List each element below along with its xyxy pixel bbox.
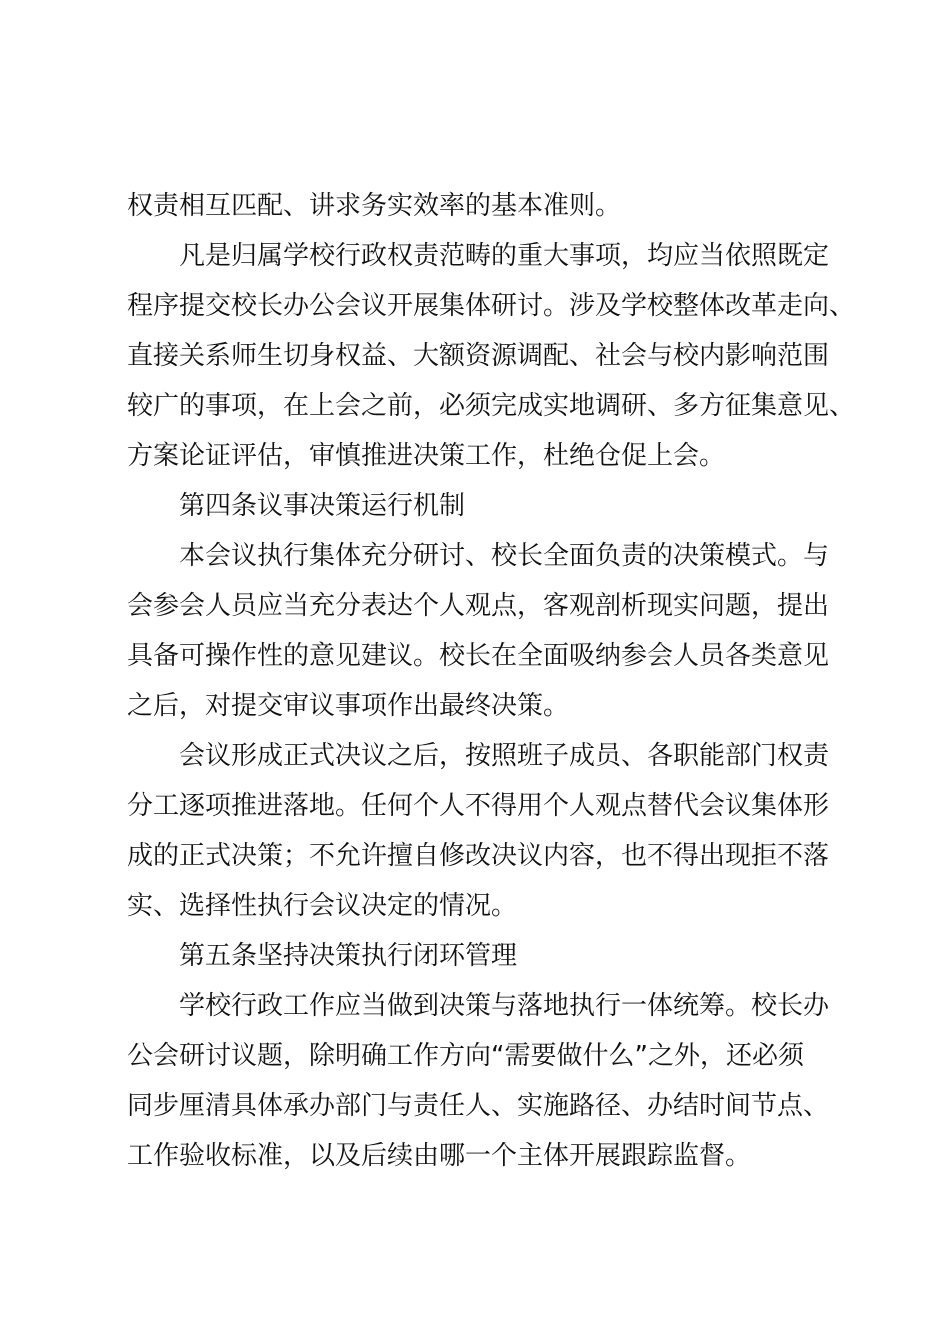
text-line: 权责相互匹配、讲求务实效率的基本准则。	[127, 191, 622, 221]
text-line: 之后，对提交审议事项作出最终决策。	[127, 691, 570, 721]
heading-article-5	[127, 931, 847, 981]
heading-article-4	[127, 481, 847, 531]
text-line: 具备可操作性的意见建议。校长在全面吸纳参会人员各类意见	[127, 641, 830, 671]
text-line: 成的正式决策；不允许擅自修改决议内容，也不得出现拒不落	[127, 841, 830, 871]
paragraph-decision-mode	[127, 531, 847, 731]
text-line: 工作验收标准，以及后续由哪一个主体开展跟踪监督。	[127, 1141, 752, 1171]
text-line: 直接关系师生切身权益、大额资源调配、社会与校内影响范围	[127, 341, 830, 371]
text-line: 本会议执行集体充分研讨、校长全面负责的决策模式。与	[179, 541, 830, 571]
text-line: 公会研讨议题，除明确工作方向“需要做什么”之外，还必须	[127, 1041, 804, 1071]
text-line: 实、选择性执行会议决定的情况。	[127, 891, 518, 921]
paragraph-implementation	[127, 731, 847, 931]
paragraph-closed-loop	[127, 981, 847, 1181]
paragraph-major-matters	[127, 231, 856, 481]
text-line: 凡是归属学校行政权责范畴的重大事项，均应当依照既定	[179, 241, 830, 271]
text-line: 会参会人员应当充分表达个人观点，客观剖析现实问题，提出	[127, 591, 830, 621]
paragraph-continued	[127, 181, 847, 231]
document-body	[127, 181, 856, 1181]
text-line: 程序提交校长办公会议开展集体研讨。涉及学校整体改革走向、	[127, 291, 856, 321]
text-line: 较广的事项，在上会之前，必须完成实地调研、多方征集意见、	[127, 391, 856, 421]
section-heading: 第四条议事决策运行机制	[179, 491, 466, 521]
text-line: 会议形成正式决议之后，按照班子成员、各职能部门权责	[179, 741, 830, 771]
section-heading: 第五条坚持决策执行闭环管理	[179, 941, 518, 971]
text-line: 分工逐项推进落地。任何个人不得用个人观点替代会议集体形	[127, 791, 830, 821]
text-line: 学校行政工作应当做到决策与落地执行一体统筹。校长办	[179, 991, 830, 1021]
text-line: 同步厘清具体承办部门与责任人、实施路径、办结时间节点、	[127, 1091, 830, 1121]
text-line: 方案论证评估，审慎推进决策工作，杜绝仓促上会。	[127, 441, 726, 471]
